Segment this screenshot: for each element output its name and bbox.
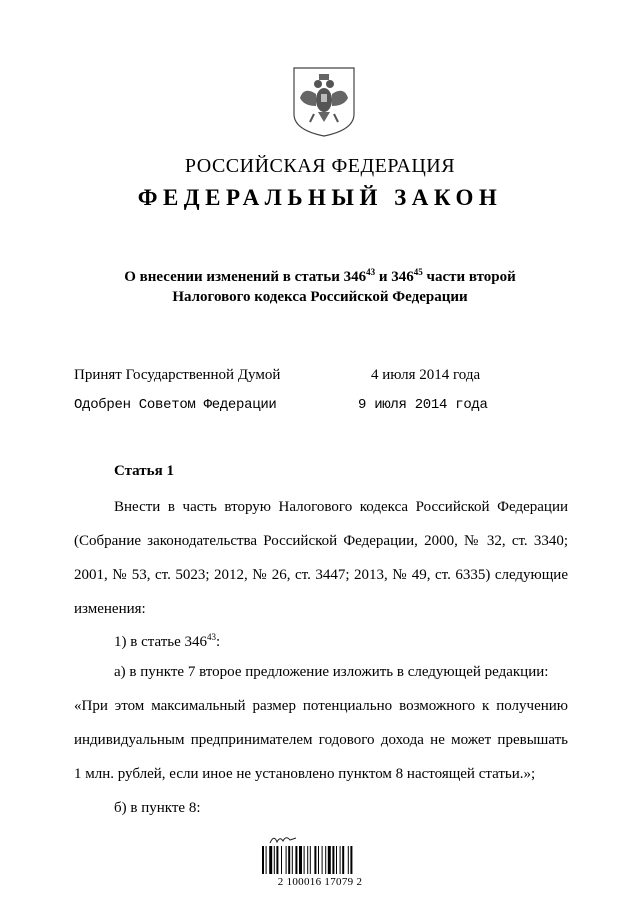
item-b: б) в пункте 8: [114, 800, 201, 816]
paragraph-line: Внести в часть вторую Налогового кодекса Российской Федерации [114, 499, 568, 515]
paragraph-line: изменения: [74, 601, 146, 617]
item-a: а) в пункте 7 второе предложение изложить в следующей редакции: [114, 664, 549, 680]
adoption-date: 9 июля 2014 года [358, 397, 488, 413]
adoption-label: Одобрен Советом Федерации [74, 397, 277, 413]
quote-line: индивидуальным предпринимателем годового дохода не может превышать [74, 732, 568, 748]
subject-line-1: О внесении изменений в статьи $346^{43}$ и $346^{45}$ части второй [124, 267, 516, 285]
country-name: РОССИЙСКАЯ ФЕДЕРАЦИЯ [184, 155, 456, 177]
paragraph-line: (Собрание законодательства Российской Федерации, 2000, № 32, ст. 3340; [74, 533, 568, 549]
law-subject [0, 267, 640, 307]
article-title: Статья 1 [114, 463, 174, 479]
adoption-label: Принят Государственной Думой [74, 367, 281, 383]
document-type: ФЕДЕРАЛЬНЫЙ ЗАКОН [137, 185, 503, 210]
barcode [262, 846, 378, 874]
coat-of-arms-emblem [290, 64, 358, 138]
adoption-date: 4 июля 2014 года [371, 367, 481, 383]
item-1: 1) в статье $346^{43}$: [114, 632, 221, 650]
barcode-number: 2 100016 17079 2 [277, 876, 363, 888]
paragraph-line: 2001, № 53, ст. 5023; 2012, № 26, ст. 3447; 2013, № 49, ст. 6335) следующие [74, 567, 568, 583]
quote-line: 1 млн. рублей, если иное не установлено пунктом 8 настоящей статьи.»; [74, 766, 536, 782]
subject-line-2: Налогового кодекса Российской Федерации [172, 289, 468, 305]
signature-mark [268, 832, 298, 846]
quote-line: «При этом максимальный размер потенциально возможного к получению [74, 698, 568, 714]
